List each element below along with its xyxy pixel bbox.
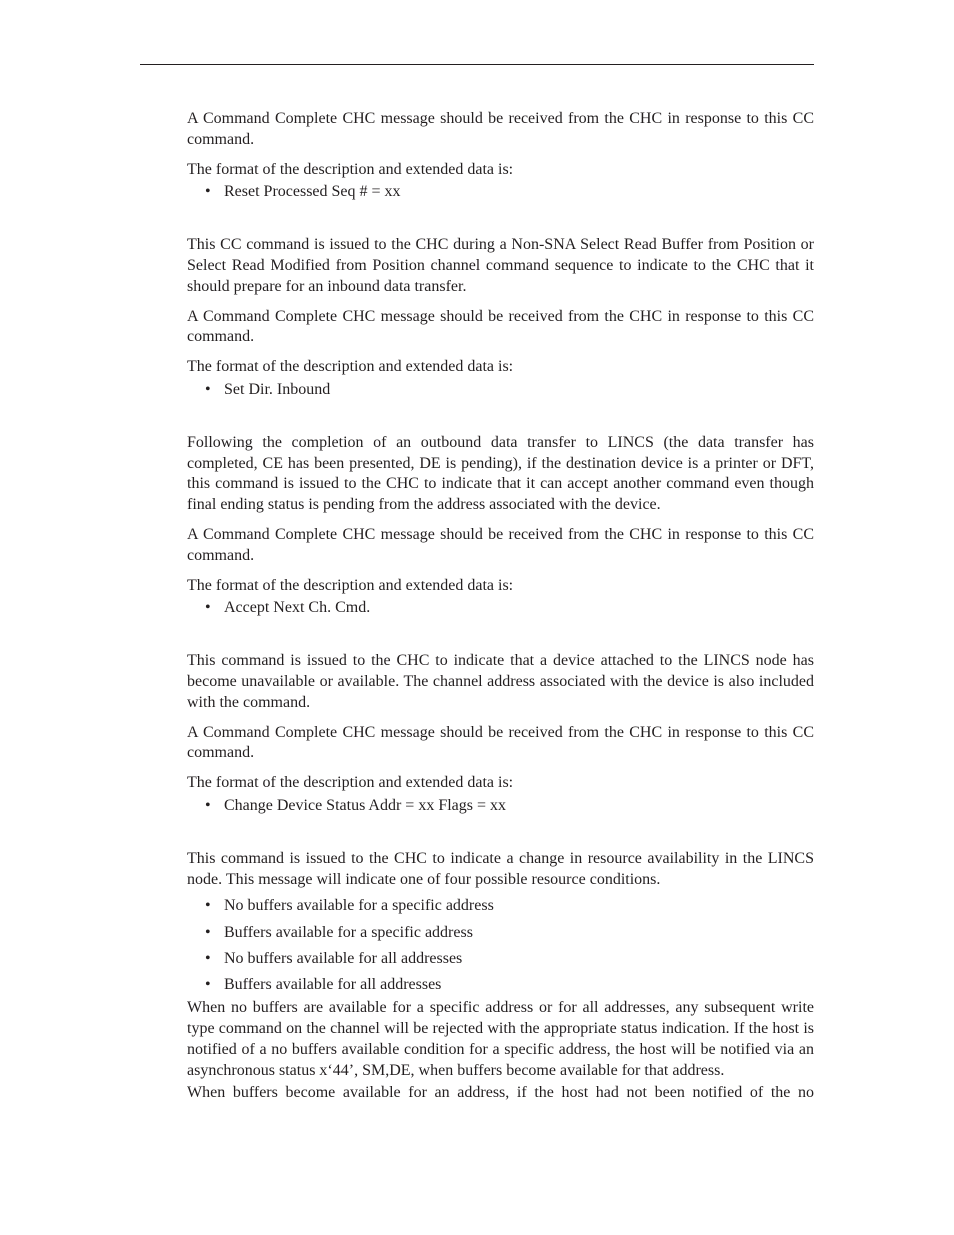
paragraph: This CC command is issued to the CHC during a Non-SNA Select Read Buffer from Position or Select Read Modified from Position channel command sequence to indicate to the CHC that it should prepare for an inbound data transfer. <box>187 236 814 295</box>
section-accept-next-ch-cmd <box>187 433 814 619</box>
list-item-text: Buffers available for all addresses <box>224 976 442 994</box>
list-item <box>187 380 814 401</box>
paragraph: A Command Complete CHC message should be received from the CHC in response to this CC command. <box>187 110 814 148</box>
paragraph: When no buffers are available for a specific address or for all addresses, any subsequent write type command on the channel will be rejected with the appropriate status indication. If the host is notified of a no buffers available condition for a specific address, the host will be notified via an asynchronous status x‘44’, SM,DE, when buffers become available for that address. <box>187 999 814 1079</box>
paragraph: The format of the description and extended data is: <box>187 576 514 594</box>
bullet-list <box>187 598 814 619</box>
list-item-text: Change Device Status Addr = xx Flags = xx <box>224 796 507 814</box>
bullet-list <box>187 182 814 203</box>
list-item <box>187 949 814 970</box>
bullet-icon: • <box>205 923 211 941</box>
paragraph: Following the completion of an outbound data transfer to LINCS (the data transfer has completed, CE has been presented, DE is pending), if the destination device is a printer or DFT, this command is issued to the CHC to indicate that it can accept another command even though final ending status is pending from the address associated with the device. <box>187 433 814 514</box>
list-item <box>187 598 814 619</box>
bullet-icon: • <box>205 897 211 915</box>
paragraph: A Command Complete CHC message should be received from the CHC in response to this CC command. <box>187 307 814 346</box>
paragraph: A Command Complete CHC message should be received from the CHC in response to this CC command. <box>187 525 814 564</box>
bullet-list <box>187 796 814 817</box>
list-item <box>187 896 814 917</box>
bullet-list <box>187 896 814 996</box>
paragraph: The format of the description and extended data is: <box>187 160 514 178</box>
bullet-icon: • <box>205 183 211 201</box>
bullet-icon: • <box>205 950 211 968</box>
list-item-text: Accept Next Ch. Cmd. <box>224 599 371 617</box>
list-item <box>187 975 814 996</box>
list-item-text: No buffers available for all addresses <box>224 950 463 968</box>
bullet-icon: • <box>205 599 211 617</box>
paragraph: The format of the description and extended data is: <box>187 358 514 376</box>
paragraph: This command is issued to the CHC to indicate that a device attached to the LINCS node has become unavailable or available. The channel address associated with the device is also included with the command. <box>187 652 814 711</box>
header-rule <box>140 64 814 65</box>
list-item-text: Set Dir. Inbound <box>224 380 331 398</box>
section-resource-availability <box>187 849 814 1105</box>
list-item-text: No buffers available for a specific address <box>224 897 494 915</box>
bullet-icon: • <box>205 976 211 994</box>
section-reset-processed-seq <box>187 109 814 203</box>
list-item-text: Buffers available for a specific address <box>224 923 473 941</box>
paragraph: A Command Complete CHC message should be received from the CHC in response to this CC command. <box>187 723 814 762</box>
list-item <box>187 796 814 817</box>
list-item-text: Reset Processed Seq # = xx <box>224 183 401 201</box>
list-item <box>187 923 814 944</box>
paragraph: This command is issued to the CHC to indicate a change in resource availability in the LINCS node. This message will indicate one of four possible resource conditions. <box>187 849 814 888</box>
paragraph: When buffers become available for an address, if the host had not been notified of the no <box>187 1084 814 1102</box>
bullet-icon: • <box>205 796 211 814</box>
section-change-device-status <box>187 651 814 817</box>
list-item <box>187 182 814 203</box>
section-set-dir-inbound <box>187 235 814 401</box>
bullet-icon: • <box>205 380 211 398</box>
bullet-list <box>187 380 814 401</box>
paragraph: The format of the description and extended data is: <box>187 774 514 792</box>
page-body <box>187 109 814 1104</box>
